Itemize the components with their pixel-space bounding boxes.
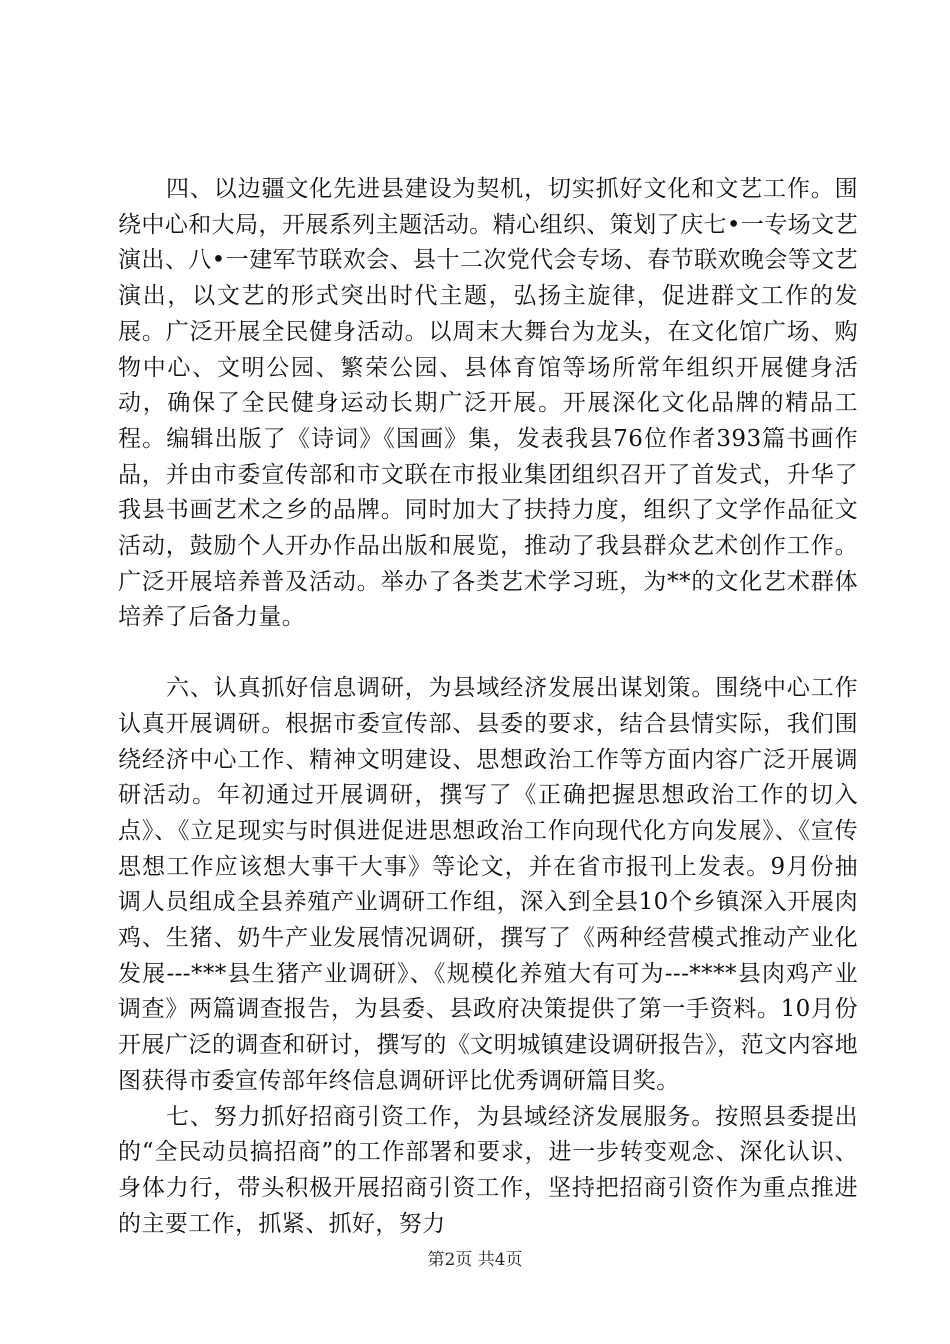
paragraph-research-work: 六、认真抓好信息调研，为县域经济发展出谋划策。围绕中心工作认真开展调研。根据市委宣传部、县委的要求，结合县情实际，我们围绕经济中心工作、精神文明建设、思想政治工作等方面内容广泛开展调研活动。年初通过开展调研，撰写了《正确把握思想政治工作的切入点》、《立足现实与时俱进促进思想政治工作向现代化方向发展》、《宣传思想工作应该想大事干大事》等论文，并在省市报刊上发表。9月份抽调人员组成全县养殖产业调研工作组，深入到全县10个乡镇深入开展肉鸡、生猪、奶牛产业发展情况调研，撰写了《两种经营模式推动产业化发展---***县生猪产业调研》、《规模化养殖大有可为---****县肉鸡产业调查》两篇调查报告，为县委、县政府决策提供了第一手资料。10月份开展广泛的调查和研讨，撰写的《文明城镇建设调研报告》，范文内容地图获得市委宣传部年终信息调研评比优秀调研篇目奖。 xyxy=(118,675,858,1094)
paragraph-spacer xyxy=(118,636,858,671)
document-body xyxy=(118,172,858,1242)
page-number-footer: 第2页 共4页 xyxy=(427,1250,523,1270)
paragraph-investment-work: 七、努力抓好招商引资工作，为县域经济发展服务。按照县委提出的“全民动员搞招商”的工作部署和要求，进一步转变观念、深化认识、身体力行，带头积极开展招商引资工作，坚持把招商引资作为重点推进的主要工作，抓紧、抓好，努力 xyxy=(118,1103,858,1237)
paragraph-culture-work: 四、以边疆文化先进县建设为契机，切实抓好文化和文艺工作。围绕中心和大局，开展系列主题活动。精心组织、策划了庆七•一专场文艺演出、八•一建军节联欢会、县十二次党代会专场、春节联欢晚会等文艺演出，以文艺的形式突出时代主题，弘扬主旋律，促进群文工作的发展。广泛开展全民健身活动。以周末大舞台为龙头，在文化馆广场、购物中心、文明公园、繁荣公园、县体育馆等场所常年组织开展健身活动，确保了全民健身运动长期广泛开展。开展深化文化品牌的精品工程。编辑出版了《诗词》《国画》集，发表我县76位作者393篇书画作品，并由市委宣传部和市文联在市报业集团组织召开了首发式，升华了我县书画艺术之乡的品牌。同时加大了扶持力度，组织了文学作品征文活动，鼓励个人开办作品出版和展览，推动了我县群众艺术创作工作。广泛开展培养普及活动。举办了各类艺术学习班，为**的文化艺术群体培养了后备力量。 xyxy=(118,176,858,631)
